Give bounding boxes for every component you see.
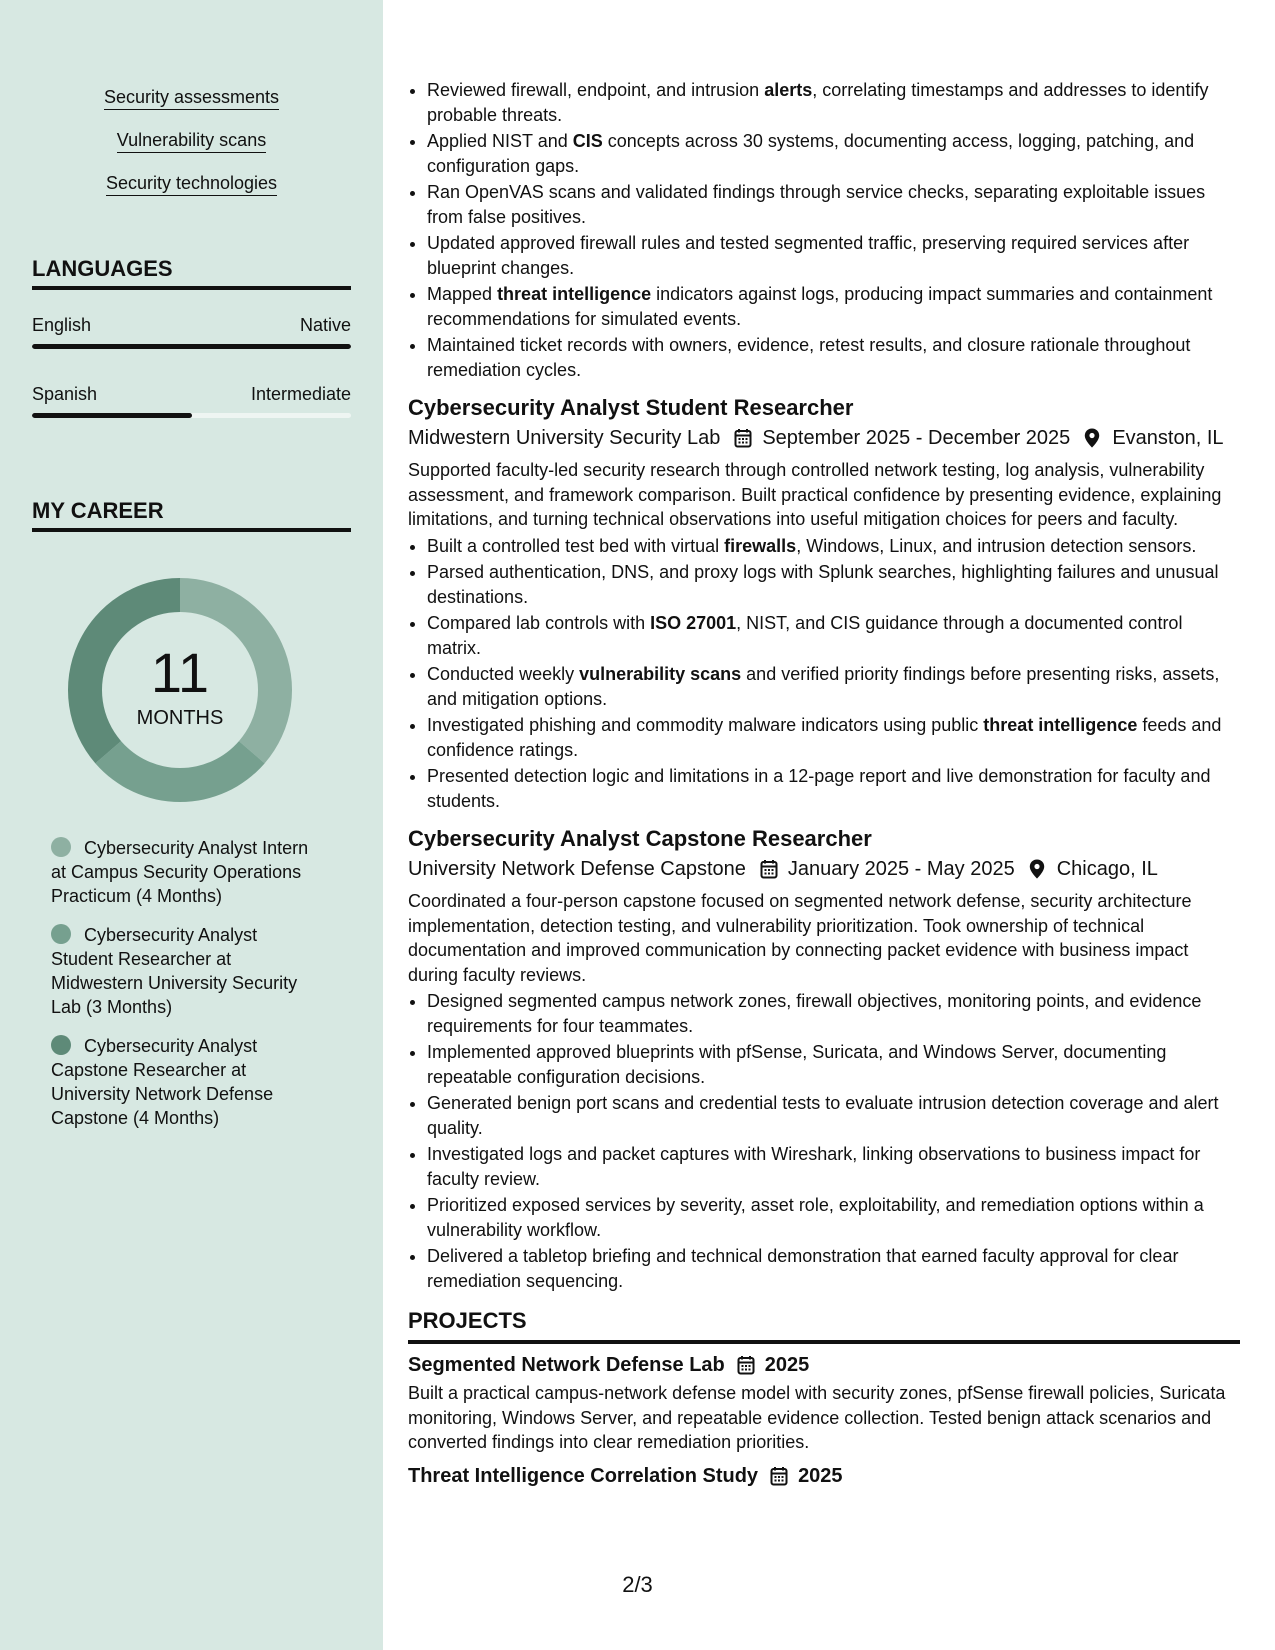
project-title: Threat Intelligence Correlation Study xyxy=(408,1464,759,1487)
bullet-text: Built a controlled test bed with virtual xyxy=(427,535,725,556)
job-dates: September 2025 - December 2025 xyxy=(762,427,1071,449)
project-title: Segmented Network Defense Lab xyxy=(408,1354,725,1376)
bullet-text: Mapped xyxy=(427,284,498,304)
map-pin-icon xyxy=(1029,859,1047,879)
project-description: Built a practical campus-network defense model with security zones, pfSense firewall policies, Suricata monitoring, Windows Server, and repeatable evidence collection. Tested benign attack scenarios and converted findings into clear remediation priorities. xyxy=(408,1383,1226,1452)
bullet-text: Investigated phishing and commodity malware indicators using public xyxy=(427,715,984,735)
job-summary: Coordinated a four-person capstone focused on segmented network defense, security architecture implementation, detection testing, and vulnerability prioritization. Took ownership of technical documentation and improved communication by connecting packet evidence with business impact during faculty reviews. xyxy=(408,891,1192,985)
language-bar xyxy=(32,344,351,349)
project-entry xyxy=(408,1352,1240,1455)
career-dot xyxy=(51,1035,71,1055)
job-organization: Midwestern University Security Lab xyxy=(408,427,721,449)
map-pin-icon xyxy=(1084,428,1102,448)
bullet-item xyxy=(427,611,1240,660)
bullet-keyword: alerts xyxy=(764,80,813,100)
project-year: 2025 xyxy=(798,1464,843,1487)
main-content xyxy=(408,78,1240,1489)
bullet-text: Maintained ticket records with owners, evidence, retest results, and closure rationale throughout remediation cycles. xyxy=(427,335,1191,380)
language-level: Intermediate xyxy=(250,384,351,404)
page-number: 2/3 xyxy=(622,1572,653,1597)
bullet-keyword: ISO 27001 xyxy=(650,613,737,633)
job-meta xyxy=(408,425,1240,451)
bullet-item xyxy=(427,1091,1240,1140)
projects-heading: PROJECTS xyxy=(408,1307,1240,1344)
bullet-text: feeds and confidence ratings. xyxy=(427,715,1222,760)
bullet-item xyxy=(427,764,1240,813)
job-bullet-list xyxy=(408,534,1240,814)
languages-heading: LANGUAGES xyxy=(32,256,351,290)
job-organization: University Network Defense Capstone xyxy=(408,858,746,880)
language-level: Native xyxy=(299,315,351,335)
bullet-text: Applied NIST and xyxy=(427,131,573,151)
bullet-text: Prioritized exposed services by severity, asset role, exploitability, and remediation options within a vulnerability workflow. xyxy=(427,1195,1204,1240)
job-summary: Supported faculty-led security research through controlled network testing, log analysis, vulnerability assessment, and framework comparison. Built practical confidence by presenting evidence, explaining limitations, and turning technical observations into useful mitigation choices for peers and faculty. xyxy=(408,460,1222,529)
bullet-item xyxy=(427,713,1240,762)
bullet-keyword: vulnerability scans xyxy=(579,664,742,684)
bullet-item xyxy=(427,78,1240,127)
projects-list xyxy=(408,1352,1240,1489)
career-donut-segment xyxy=(95,741,264,802)
carryover-bullet-list xyxy=(408,78,1240,382)
job-entry xyxy=(408,394,1240,813)
bullet-text: , NIST, and CIS guidance through a documented control matrix. xyxy=(427,613,1183,658)
job-title: Cybersecurity Analyst Capstone Researcher xyxy=(408,826,872,851)
bullet-text: Ran OpenVAS scans and validated findings through service checks, separating exploitable issues from false positives. xyxy=(427,182,1206,227)
career-item: Cybersecurity Analyst Intern at Campus Security Operations Practicum (4 Months) xyxy=(51,838,309,906)
bullet-text: Designed segmented campus network zones, firewall objectives, monitoring points, and evidence requirements for four teammates. xyxy=(427,991,1202,1036)
bullet-text: Presented detection logic and limitations in a 12-page report and live demonstration for faculty and students. xyxy=(427,766,1211,811)
calendar-icon xyxy=(770,1466,788,1486)
job-meta xyxy=(408,856,1240,882)
bullet-text: Generated benign port scans and credential tests to evaluate intrusion detection coverage and alert quality. xyxy=(427,1093,1219,1138)
job-entry xyxy=(408,825,1240,1293)
bullet-text: Implemented approved blueprints with pfSense, Suricata, and Windows Server, documenting repeatable configuration decisions. xyxy=(427,1042,1167,1087)
career-donut-chart xyxy=(62,572,298,808)
calendar-icon xyxy=(760,859,778,879)
bullet-text: Delivered a tabletop briefing and technical demonstration that earned faculty approval for clear remediation sequencing. xyxy=(427,1246,1179,1291)
bullet-text: indicators against logs, producing impact summaries and containment recommendations for simulated events. xyxy=(427,284,1213,329)
bullet-keyword: firewalls xyxy=(724,535,797,556)
bullet-keyword: CIS xyxy=(572,131,603,151)
skill-link[interactable]: Security assessments xyxy=(0,86,383,108)
sidebar xyxy=(0,0,383,1650)
experience-list xyxy=(408,394,1240,1293)
bullet-item xyxy=(427,333,1240,382)
bullet-item xyxy=(427,1040,1240,1089)
bullet-item xyxy=(427,1244,1240,1293)
bullet-item xyxy=(427,534,1240,559)
bullet-text: and verified priority findings before presenting risks, assets, and mitigation options. xyxy=(427,664,1220,709)
bullet-text: Updated approved firewall rules and tested segmented traffic, preserving required services after blueprint changes. xyxy=(427,233,1190,278)
career-dot xyxy=(51,837,71,857)
career-item: Cybersecurity Analyst Student Researcher at Midwestern University Security Lab (3 Months) xyxy=(51,925,298,1017)
skill-link[interactable]: Vulnerability scans xyxy=(0,129,383,151)
career-total-unit: MONTHS xyxy=(136,707,224,729)
project-title-row xyxy=(408,1352,1240,1378)
job-bullet-list xyxy=(408,989,1240,1293)
bullet-item xyxy=(427,129,1240,178)
bullet-item xyxy=(427,662,1240,711)
career-total-number: 11 xyxy=(150,641,210,704)
job-location: Chicago, IL xyxy=(1056,858,1158,880)
language-bar xyxy=(32,413,351,418)
career-dot xyxy=(51,924,71,944)
language-row xyxy=(32,314,351,336)
job-dates: January 2025 - May 2025 xyxy=(787,858,1015,880)
bullet-text: Reviewed firewall, endpoint, and intrusion xyxy=(427,80,765,100)
language-name: English xyxy=(32,315,92,335)
language-bar-fill xyxy=(32,344,351,349)
bullet-text: , Windows, Linux, and intrusion detection sensors. xyxy=(796,535,1197,556)
bullet-keyword: threat intelligence xyxy=(497,284,652,304)
bullet-item xyxy=(427,282,1240,331)
bullet-text: Parsed authentication, DNS, and proxy logs with Splunk searches, highlighting failures and unusual destinations. xyxy=(427,562,1219,607)
bullet-text: Investigated logs and packet captures with Wireshark, linking observations to business impact for faculty review. xyxy=(427,1144,1201,1189)
bullet-text: concepts across 30 systems, documenting access, logging, patching, and configuration gaps. xyxy=(427,131,1195,176)
calendar-icon xyxy=(734,428,752,448)
bullet-text: Compared lab controls with xyxy=(427,613,651,633)
career-heading: MY CAREER xyxy=(32,498,351,532)
language-row xyxy=(32,383,351,405)
job-title: Cybersecurity Analyst Student Researcher xyxy=(408,395,854,420)
job-location: Evanston, IL xyxy=(1112,427,1224,449)
bullet-item xyxy=(427,989,1240,1038)
career-item: Cybersecurity Analyst Capstone Researcher at University Network Defense Capstone (4 Months) xyxy=(51,1036,274,1128)
bullet-keyword: threat intelligence xyxy=(983,715,1138,735)
bullet-item xyxy=(427,231,1240,280)
bullet-item xyxy=(427,1193,1240,1242)
skill-link[interactable]: Security technologies xyxy=(0,172,383,194)
project-entry xyxy=(408,1463,1240,1489)
language-name: Spanish xyxy=(32,384,98,404)
project-title-row xyxy=(408,1463,1240,1489)
bullet-item xyxy=(427,1142,1240,1191)
language-bar-fill xyxy=(32,413,192,418)
project-year: 2025 xyxy=(764,1354,810,1376)
bullet-item xyxy=(427,180,1240,229)
bullet-text: , correlating timestamps and addresses to identify probable threats. xyxy=(427,80,1209,125)
calendar-icon xyxy=(737,1355,755,1375)
bullet-text: Conducted weekly xyxy=(427,664,580,684)
bullet-item xyxy=(427,560,1240,609)
